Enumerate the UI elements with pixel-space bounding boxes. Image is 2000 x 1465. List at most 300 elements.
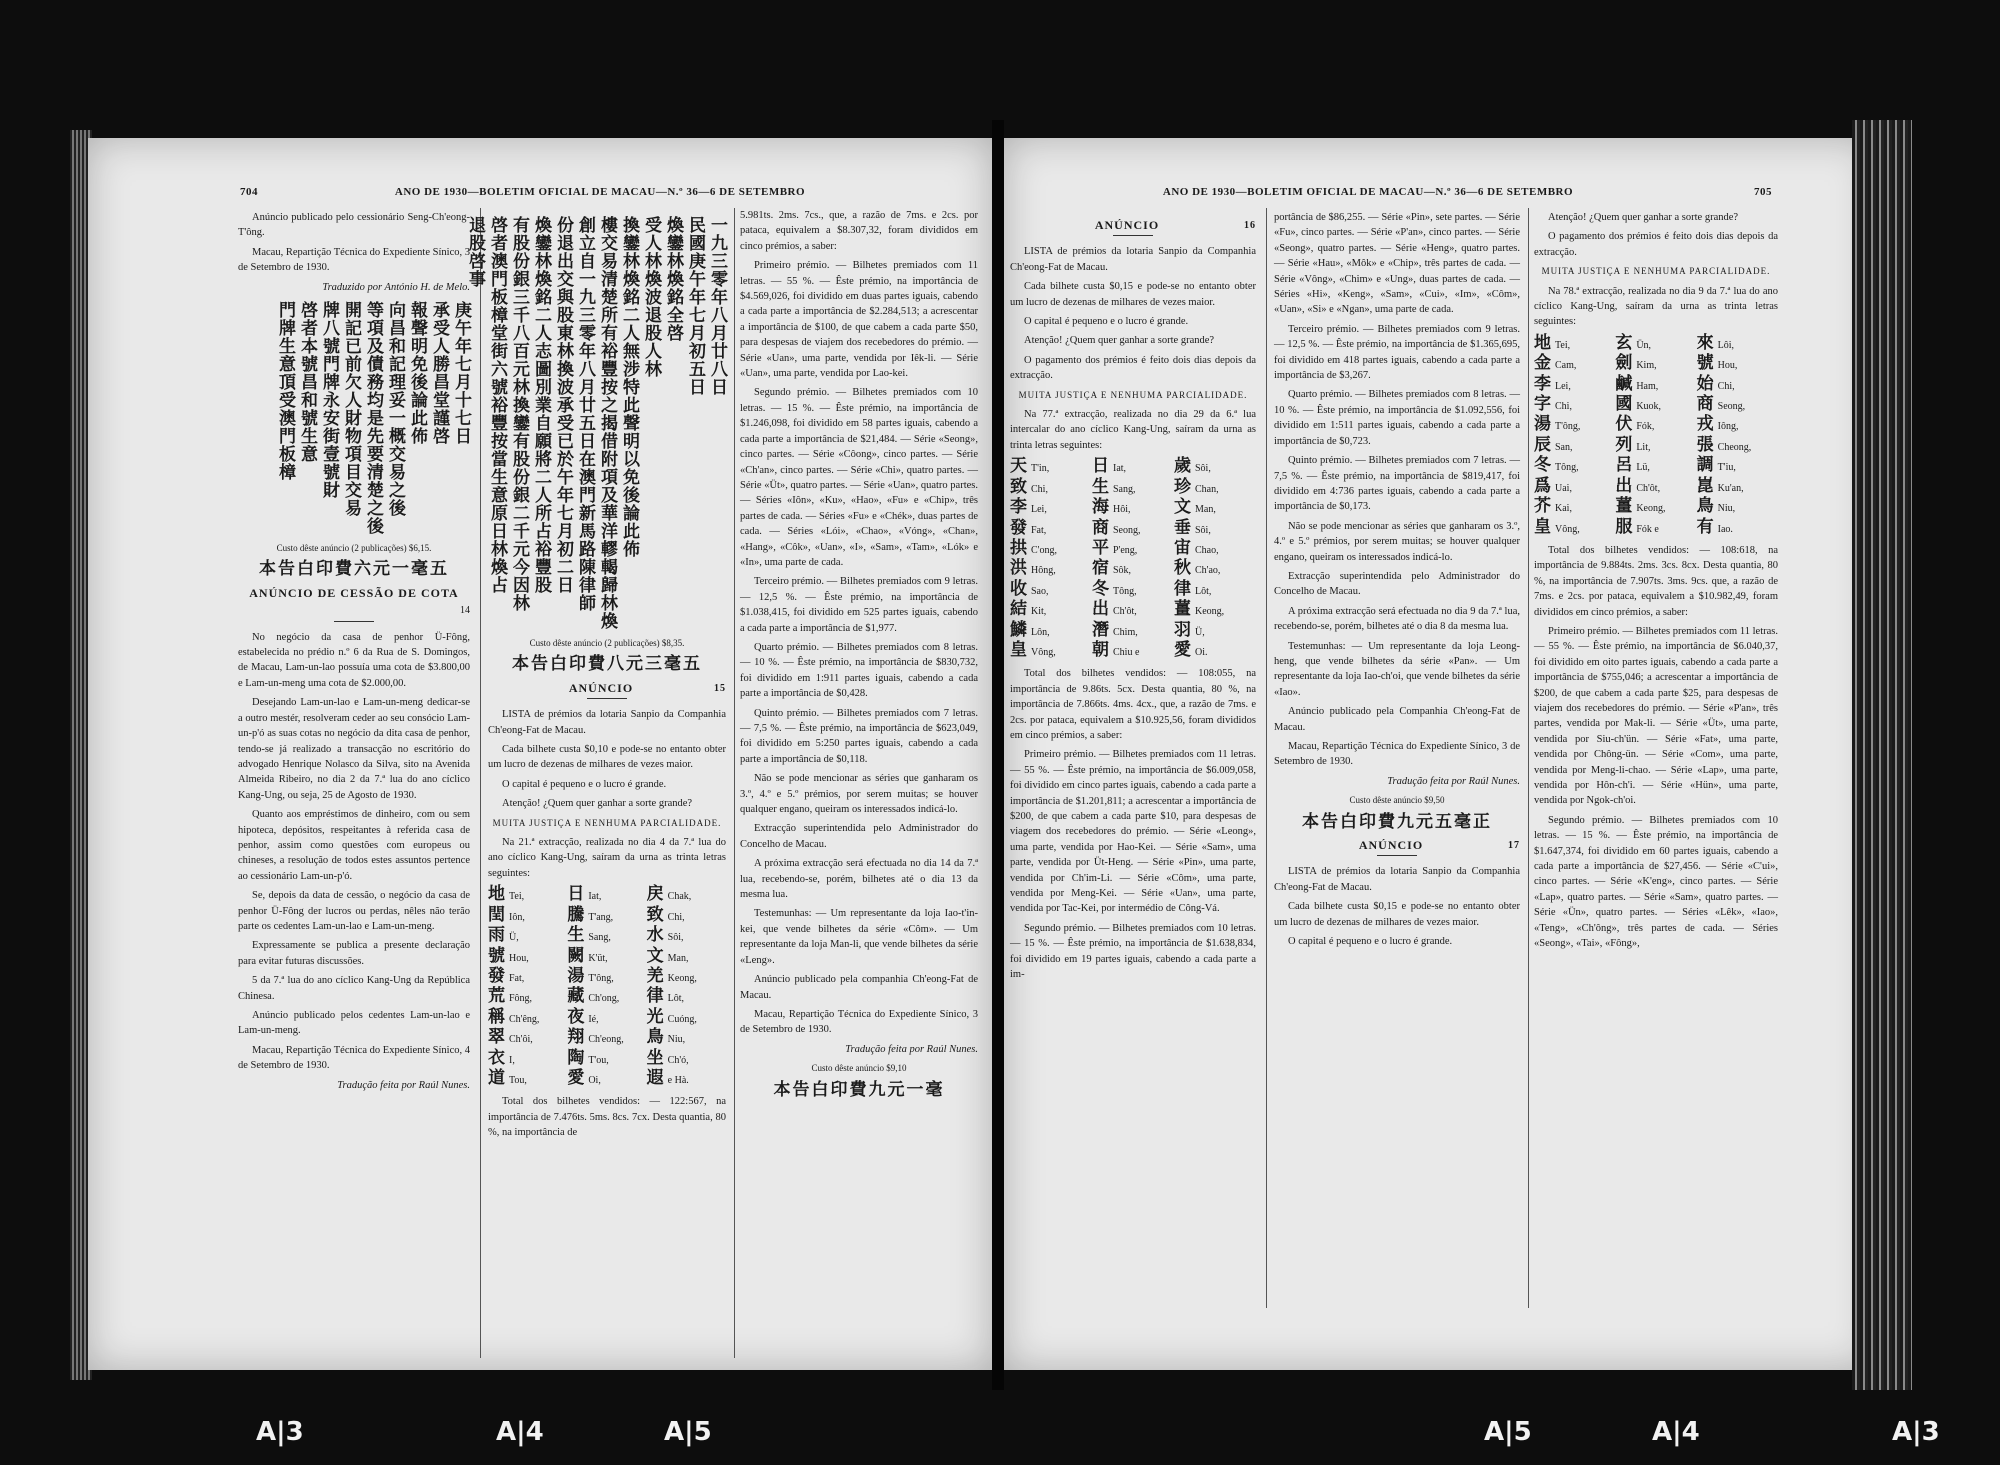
chinese-letter: 生 bbox=[567, 925, 585, 946]
chinese-letter: 地 bbox=[1534, 332, 1551, 353]
letter-entry bbox=[1615, 496, 1696, 517]
romanization: Lôt, bbox=[1195, 585, 1212, 597]
chinese-column: 承受人勝昌堂謹啓 bbox=[429, 301, 449, 446]
chinese-letter: 衣 bbox=[488, 1047, 505, 1068]
chinese-letter: 發 bbox=[1010, 517, 1027, 538]
romanization: Fók e bbox=[1636, 523, 1659, 535]
letter-entry bbox=[1092, 517, 1174, 538]
cost-stamp: 本告白印費九元一毫 bbox=[773, 1079, 945, 1100]
romanization: Chao, bbox=[1195, 544, 1219, 556]
text: Quinto prémio. — Bilhetes premiados com 7 letras. — 7,5 %. — Êste prémio, na importância de $819,417, foi dividido em 4:736 partes iguais, cabendo a cada parte a importância de $0,173. bbox=[1274, 455, 1520, 513]
chinese-letter: 始 bbox=[1696, 373, 1714, 394]
text: 5 da 7.ª lua do ano cíclico Kang-Ung da República Chinesa. bbox=[238, 975, 470, 1002]
letter-entry bbox=[1174, 476, 1256, 497]
romanization: Keong, bbox=[1195, 606, 1225, 618]
romanization: Lit, bbox=[1636, 441, 1651, 453]
letter-entry bbox=[1174, 578, 1256, 599]
text: Cada bilhete custa $0,15 e pode-se no entanto obter um lucro de dezenas de milhares de vezes maior. bbox=[1010, 281, 1256, 308]
chinese-column: 向昌和記理妥一概交易之後 bbox=[385, 301, 405, 518]
letter-entry bbox=[1534, 434, 1615, 455]
letter-entry bbox=[488, 1006, 567, 1027]
text: Não se pode mencionar as séries que ganharam os 3.º, 4.º e 5.º prémios, por serem muitas; se houver qualquer engano, queiram os interessados indicá-lo. bbox=[1274, 520, 1520, 563]
letter-entry bbox=[1092, 619, 1174, 640]
text: A próxima extracção será efectuada no dia 9 da 7.ª lua, recebendo-se, porém, bilhetes até o dia 8 da mesma lua. bbox=[1274, 605, 1520, 633]
letter-entry bbox=[1092, 558, 1174, 579]
text: LISTA de prémios da lotaria Sanpio da Companhia Ch'eong-Fat de Macau. bbox=[488, 709, 726, 736]
chinese-letter: 出 bbox=[1092, 599, 1109, 620]
letter-entry bbox=[1534, 332, 1615, 353]
chinese-letter: 收 bbox=[1010, 578, 1027, 599]
romanization: Hou, bbox=[1717, 360, 1738, 372]
romanization: Hông, bbox=[1031, 565, 1056, 577]
romanization: Vông, bbox=[1031, 646, 1056, 658]
romanization: K'üt, bbox=[588, 952, 608, 964]
text: Segundo prémio. — Bilhetes premiados com 10 letras. — 15 %. — Êste prémio, na importância de $1.246,098, foi dividido em 58 partes iguais, cabendo a cada parte a importância de $21,484. — Série «Seong», cinco partes. — Série «Côong», cinco partes. — Série «Ch'an», cinco partes. — Série «Chi», quatro partes. — Série «Üt», quatro partes. — Série «Uan», quatro partes. — Séries «Iôn», «Ku», «Hao», «Fu» e «Chip», três partes de cada. — Séries «Fu» e «Chék», duas partes de cada. — Séries «Lói», «Chao», «Vóng», «Chan», «Hang», «Côk», «Uan», «I», «Sam», «Tam», «Lók» e «In», uma parte de cada. bbox=[740, 387, 978, 568]
text: Quarto prémio. — Bilhetes premiados com 8 letras. — 10 %. — Êste prémio, na importância de $1.092,556, foi dividido em 1:511 partes iguais, cabendo a cada parte a importância de $0,723. bbox=[1274, 389, 1520, 447]
chinese-letter: 有 bbox=[1696, 516, 1714, 537]
letter-entry bbox=[1174, 558, 1256, 579]
section-title-text: ANÚNCIO bbox=[1094, 218, 1160, 232]
chinese-letter: 商 bbox=[1092, 517, 1109, 538]
romanization: Seong, bbox=[1717, 401, 1746, 413]
letter-entry bbox=[1615, 373, 1696, 394]
text: Segundo prémio. — Bilhetes premiados com 10 letras. — 15 %. — Êste prémio, na importância de $1.638,834, foi dividido em 19 partes iguais, cabendo a cada parte a im- bbox=[1010, 922, 1256, 981]
chinese-letter: 愛 bbox=[567, 1067, 585, 1088]
chinese-letter: 商 bbox=[1696, 394, 1714, 415]
text: Cada bilhete custa $0,10 e pode-se no entanto obter um lucro de dezenas de milhares de vezes maior. bbox=[488, 744, 726, 771]
letter-entry bbox=[1696, 332, 1778, 353]
romanization: Ch'ong, bbox=[588, 993, 620, 1005]
text: MUITA JUSTIÇA E NENHUMA PARCIALIDADE. bbox=[1541, 266, 1771, 277]
letter-entry bbox=[1010, 558, 1092, 579]
left-page bbox=[88, 138, 992, 1370]
text: Expressamente se publica a presente declaração para evitar futuras discussões. bbox=[238, 940, 470, 967]
chinese-letter: 文 bbox=[646, 945, 664, 966]
romanization: San, bbox=[1555, 441, 1573, 453]
letter-entry bbox=[567, 884, 646, 905]
letter-entry bbox=[1534, 516, 1615, 537]
chinese-letter: 雨 bbox=[488, 925, 505, 946]
romanization: I, bbox=[509, 1054, 515, 1066]
romanization: Ü, bbox=[509, 932, 519, 944]
chinese-letter: 薑 bbox=[1615, 496, 1633, 517]
text: O pagamento dos prémios é feito dois dias depois da extracção. bbox=[1010, 354, 1256, 382]
chinese-letter: 海 bbox=[1092, 497, 1109, 518]
chinese-letter: 遐 bbox=[646, 1067, 664, 1088]
text: Primeiro prémio. — Bilhetes premiados com 11 letras. — 55 %. — Êste prémio, na importância de $6.040,37, foi dividido em oito partes iguais, cabendo a cada parte a importância de $755,046; a acrescentar a importância de $200, de que cabem a cada parte $25, para despesas de viajem dos recebedores do prémio. — Série «P'an», três partes, vendida por Mak-li. — Série «Üt», uma parte, vendida por Siu-ch'ün. — Série «Fat», uma parte, vendida por Chông-ün. — Série «Com», uma parte, vendida por Meng-li-chao. — Série «Lap», uma parte, vendida por Hôn-ch'i. — Série «Hün», uma parte, vendida por Ngok-ch'oi. bbox=[1534, 625, 1778, 807]
chinese-column: 門牌生意頂受澳門板樟 bbox=[275, 301, 295, 482]
chinese-letter: 致 bbox=[1010, 476, 1027, 497]
romanization: Keong, bbox=[667, 972, 697, 984]
romanization: Chiu e bbox=[1113, 646, 1140, 658]
romanization: Ié, bbox=[588, 1013, 599, 1025]
romanization: Man, bbox=[1195, 504, 1216, 516]
letter-entry bbox=[1534, 496, 1615, 517]
chinese-notice bbox=[238, 301, 470, 535]
romanization: Fók, bbox=[1636, 421, 1655, 433]
chinese-letter: 崑 bbox=[1696, 475, 1714, 496]
chinese-letter: 翠 bbox=[488, 1027, 505, 1048]
romanization: T'in, bbox=[1031, 463, 1050, 475]
letter-entry bbox=[1696, 373, 1778, 394]
romanization: Chi, bbox=[1031, 483, 1048, 495]
romanization: Tông, bbox=[1113, 585, 1137, 597]
letter-entry bbox=[1615, 475, 1696, 496]
letter-entry bbox=[1615, 332, 1696, 353]
chinese-letter: 戻 bbox=[646, 884, 664, 905]
chinese-letter: 歲 bbox=[1174, 456, 1191, 477]
romanization: Ch'ôt, bbox=[1113, 606, 1137, 618]
romanization: Kim, bbox=[1636, 360, 1657, 372]
letter-entry bbox=[1174, 456, 1256, 477]
romanization: T'ang, bbox=[588, 911, 614, 923]
section-title-text: ANÚNCIO bbox=[568, 680, 634, 695]
romanization: Ch'êng, bbox=[509, 1013, 540, 1025]
romanization: Sôi, bbox=[667, 932, 684, 944]
romanization: Sôk, bbox=[1113, 565, 1132, 577]
romanization: e Hà. bbox=[667, 1074, 689, 1086]
letter-entry bbox=[1092, 537, 1174, 558]
book-gutter bbox=[992, 120, 1004, 1390]
text: Atenção! ¿Quem quer ganhar a sorte grande? bbox=[1548, 212, 1739, 223]
romanization: Iôn, bbox=[509, 911, 525, 923]
chinese-letter: 皇 bbox=[1010, 639, 1027, 660]
chinese-column: 份退出交與股東林換波承受已於午年七月初二日 bbox=[553, 216, 573, 594]
chinese-letter: 發 bbox=[488, 965, 505, 986]
letter-entry bbox=[1615, 455, 1696, 476]
chinese-letter: 薑 bbox=[1174, 599, 1191, 620]
chinese-column: 開記已前欠人財物項目交易 bbox=[341, 301, 361, 518]
romanization: Iat, bbox=[588, 891, 602, 903]
romanization: Ün, bbox=[1636, 339, 1652, 351]
text: portância de $86,255. — Série «Pin», sete partes. — Série «Fu», cinco partes. — Série «P'an», cinco partes. — Série «Seong», quatro partes. — Série «Heng», quatro partes. — Série «Hau», «Môk» e «Chip», três partes de cada. — Série «Vông», «Chim» e «Ung», duas partes de cada. — Séries «Hi», «Keng», «Sam», «Cui», «Im», «Côm», «Uan», «Si» e «Ngan», uma parte de cada. bbox=[1274, 212, 1520, 316]
chinese-letter: 張 bbox=[1696, 434, 1714, 455]
letter-entry bbox=[1010, 599, 1092, 620]
romanization: T'ou, bbox=[588, 1054, 609, 1066]
chinese-column: 庚午年七月十七日 bbox=[451, 301, 471, 446]
letter-entry bbox=[1010, 619, 1092, 640]
text: Anúncio publicado pela Companhia Ch'eong-Fat de Macau. bbox=[1274, 706, 1520, 733]
letter-entry bbox=[1696, 496, 1778, 517]
letter-entry bbox=[1615, 394, 1696, 415]
romanization: Iat, bbox=[1113, 463, 1127, 475]
text: Quanto aos empréstimos de dinheiro, com ou sem hipoteca, depósitos, respeitantes à referida casa de penhor, assim como questões com europeus ou chineses, a resolução de todos estes assuntos pertence ao cessionário Lam-un-p'ó. bbox=[238, 809, 470, 882]
letter-entry bbox=[1010, 476, 1092, 497]
chinese-letter: 律 bbox=[1174, 578, 1191, 599]
letter-entry bbox=[646, 1006, 726, 1027]
chinese-column: 牌八號門牌永安街壹號財 bbox=[319, 301, 339, 500]
chinese-letter: 劍 bbox=[1615, 353, 1633, 374]
chinese-letter: 光 bbox=[646, 1006, 664, 1027]
chinese-letter: 辰 bbox=[1534, 434, 1551, 455]
letter-entry bbox=[1092, 578, 1174, 599]
romanization: Ch'ôt, bbox=[1636, 482, 1661, 494]
chinese-letter: 結 bbox=[1010, 599, 1027, 620]
left-col-3 bbox=[740, 208, 978, 1104]
chinese-letter: 芥 bbox=[1534, 496, 1551, 517]
letter-entry bbox=[567, 986, 646, 1007]
right-running-head bbox=[1004, 186, 1872, 206]
letter-entry bbox=[567, 904, 646, 925]
chinese-letter: 垂 bbox=[1174, 517, 1191, 538]
chinese-letter: 玄 bbox=[1615, 332, 1633, 353]
letter-entry bbox=[1696, 434, 1778, 455]
romanization: Oi. bbox=[1195, 646, 1208, 658]
chinese-letter: 調 bbox=[1696, 455, 1714, 476]
text: MUITA JUSTIÇA E NENHUMA PARCIALIDADE. bbox=[492, 817, 722, 828]
chinese-letter: 拱 bbox=[1010, 537, 1027, 558]
text: 5.981ts. 2ms. 7cs., que, a razão de 7ms. e 2cs. por pataca, equivalem a $8.307,32, foram divididos em cinco prémios, a saber: bbox=[740, 210, 978, 252]
romanization: Tou, bbox=[509, 1074, 527, 1086]
letter-entry bbox=[1534, 394, 1615, 415]
chinese-letter: 地 bbox=[488, 884, 505, 905]
letter-entry bbox=[646, 904, 726, 925]
chinese-letter: 皇 bbox=[1534, 516, 1551, 537]
chinese-letter: 鹹 bbox=[1615, 373, 1633, 394]
chinese-letter: 生 bbox=[1092, 476, 1109, 497]
chinese-letter: 號 bbox=[1696, 353, 1714, 374]
letter-entry bbox=[488, 1067, 567, 1088]
chinese-letter: 律 bbox=[646, 986, 664, 1007]
chinese-letter: 日 bbox=[567, 884, 585, 905]
text: O pagamento dos prémios é feito dois dias depois da extracção. bbox=[1534, 231, 1778, 258]
section-title bbox=[488, 681, 726, 696]
chinese-letter: 李 bbox=[1534, 373, 1551, 394]
romanization: Chim, bbox=[1113, 626, 1138, 638]
letter-entry bbox=[1615, 414, 1696, 435]
text: Testemunhas: — Um representante da loja Leong-heng, que vende bilhetes da série «Pan». — Um representante da loja Iao-ch'oi, que vende bilhetes da série «Iao». bbox=[1274, 640, 1520, 698]
left-page-number: 704 bbox=[240, 186, 258, 198]
letter-entry bbox=[1174, 537, 1256, 558]
letter-entry bbox=[1615, 353, 1696, 374]
romanization: Fat, bbox=[1031, 524, 1047, 536]
column-rule bbox=[1266, 208, 1267, 1308]
romanization: P'eng, bbox=[1113, 544, 1138, 556]
romanization: C'ong, bbox=[1031, 544, 1057, 556]
chinese-letter: 宙 bbox=[1174, 537, 1191, 558]
letter-entry bbox=[1534, 373, 1615, 394]
romanization: Chi, bbox=[667, 911, 685, 923]
section-title-text: ANÚNCIO bbox=[1358, 838, 1424, 853]
text: Na 77.ª extracção, realizada no dia 29 da 6.ª lua intercalar do ano cíclico Kang-Ung, saíram da urna as trinta letras seguintes: bbox=[1010, 409, 1256, 451]
section-number: 14 bbox=[460, 605, 470, 617]
chinese-column: 樓交易清楚所有裕豐按之揭借附項及華洋轇輵歸林煥 bbox=[597, 216, 617, 630]
text: Total dos bilhetes vendidos: — 122:567, na importância de 7.476ts. 5ms. 8cs. 7cx. Desta quantia, 80 %, na importância de bbox=[488, 1096, 726, 1139]
chinese-letter: 金 bbox=[1534, 353, 1551, 374]
text: Extracção superintendida pelo Administrador do Concelho de Macau. bbox=[1274, 570, 1520, 598]
letter-entry bbox=[1174, 639, 1256, 660]
chinese-letter: 李 bbox=[1010, 497, 1027, 518]
letter-entry bbox=[1174, 599, 1256, 620]
letter-entry bbox=[567, 1047, 646, 1068]
letter-entry bbox=[567, 1027, 646, 1048]
chinese-letter: 騰 bbox=[567, 904, 585, 925]
romanization: Keong, bbox=[1636, 503, 1666, 515]
chinese-letter: 羽 bbox=[1174, 619, 1191, 640]
romanization: Kuok, bbox=[1636, 401, 1662, 413]
chinese-column: 受人林煥波退股人林 bbox=[641, 216, 661, 378]
letter-entry bbox=[1534, 475, 1615, 496]
romanization: Tông, bbox=[1555, 462, 1579, 474]
romanization: Man, bbox=[667, 952, 689, 964]
romanization: Vông, bbox=[1555, 523, 1580, 535]
letter-entry bbox=[1010, 639, 1092, 660]
letter-entry bbox=[1174, 517, 1256, 538]
text: Testemunhas: — Um representante da loja Iao-t'in-kei, que vende bilhetes da série «Côm». — Um representante da loja Man-li, que vende bilhetes da série «Leng». bbox=[740, 908, 978, 966]
romanization: Fông, bbox=[509, 993, 533, 1005]
film-mark: A|3 bbox=[1892, 1417, 1940, 1447]
chinese-column: 退股啓事 bbox=[465, 216, 485, 288]
text: Desejando Lam-un-lao e Lam-un-meng dedicar-se a outro mestér, resolveram ceder ao seu consócio Lam-un-p'ó as suas cotas no negócio da dita casa de penhor, tendo-se já realizado a transacção no escritório do advogado Henrique Nolasco da Silva, sito na Avenida Almeida Ribeiro, no dia 2 da 7.ª lua do ano cíclico Kang-Ung, ou seja, 25 de Agosto de 1930. bbox=[238, 697, 470, 801]
text: Quinto prémio. — Bilhetes premiados com 7 letras. — 7,5 %. — Êste prémio, na importância de $623,049, foi dividido em 5:250 partes iguais, cabendo a cada parte a importância de $0,118. bbox=[740, 707, 978, 765]
letter-entry bbox=[1534, 455, 1615, 476]
chinese-letter: 湯 bbox=[1534, 414, 1551, 435]
chinese-letter: 列 bbox=[1615, 434, 1633, 455]
chinese-letter: 荒 bbox=[488, 986, 505, 1007]
divider bbox=[334, 621, 374, 622]
signature: Traduzido por António H. de Melo. bbox=[322, 281, 470, 293]
letter-entry bbox=[1174, 497, 1256, 518]
romanization: Sang, bbox=[588, 932, 611, 944]
text: Macau, Repartição Técnica do Expediente Sínico, 3 de Setembro de 1930. bbox=[740, 1008, 978, 1036]
romanization: Chak, bbox=[667, 891, 692, 903]
chinese-letter: 平 bbox=[1092, 537, 1109, 558]
section-number: 17 bbox=[1508, 840, 1520, 852]
chinese-column: 報聲明免後論此佈 bbox=[407, 301, 427, 446]
romanization: Hou, bbox=[509, 952, 529, 964]
chinese-letter: 出 bbox=[1615, 475, 1633, 496]
chinese-letter: 鱗 bbox=[1010, 619, 1027, 640]
text: Quarto prémio. — Bilhetes premiados com 8 letras. — 10 %. — Êste prémio, na importância de $830,732, foi dividido em 1:911 partes iguais, cabendo a cada parte a importância de $0,428. bbox=[740, 641, 978, 700]
romanization: Niu, bbox=[667, 1034, 686, 1046]
text: Atenção! ¿Quem quer ganhar a sorte grande? bbox=[1024, 335, 1215, 347]
romanization: Tei, bbox=[509, 891, 525, 903]
chinese-letter: 宿 bbox=[1092, 558, 1109, 579]
section-title bbox=[1010, 218, 1256, 233]
cost-note: Custo dêste anúncio $9,50 bbox=[1349, 795, 1445, 806]
letter-entry bbox=[646, 1067, 726, 1088]
letter-entry bbox=[646, 925, 726, 946]
right-header-title: ANO DE 1930—BOLETIM OFICIAL DE MACAU—N.º 36—6 DE SETEMBRO bbox=[1162, 186, 1574, 198]
text: Macau, Repartição Técnica do Expediente Sínico, 3 de Setembro de 1930. bbox=[238, 246, 470, 274]
chinese-letter: 字 bbox=[1534, 394, 1551, 415]
chinese-column: 等項及債務均是先要清楚之後 bbox=[363, 301, 383, 536]
chinese-letter: 湯 bbox=[567, 965, 585, 986]
chinese-letter: 服 bbox=[1615, 516, 1633, 537]
letter-entry bbox=[1696, 394, 1778, 415]
romanization: Lü, bbox=[1636, 462, 1650, 474]
romanization: Ch'ôi, bbox=[509, 1034, 533, 1046]
letter-entry bbox=[1010, 578, 1092, 599]
romanization: Chi, bbox=[1555, 401, 1572, 413]
romanization: Sang, bbox=[1113, 483, 1136, 495]
text: Macau, Repartição Técnica do Expediente Sínico, 3 de Setembro de 1930. bbox=[1274, 741, 1520, 768]
letter-entry bbox=[1696, 455, 1778, 476]
chinese-letter: 致 bbox=[646, 904, 664, 925]
chinese-letter: 夜 bbox=[567, 1006, 585, 1027]
section-title bbox=[238, 586, 470, 601]
section-title-text: ANÚNCIO DE CESSÃO DE COTA bbox=[249, 585, 459, 600]
section-number: 15 bbox=[714, 682, 726, 694]
romanization: Ch'eong, bbox=[588, 1034, 624, 1046]
chinese-letter: 冬 bbox=[1092, 578, 1109, 599]
book-spine-right bbox=[1852, 120, 1912, 1390]
chinese-letter: 藏 bbox=[567, 986, 585, 1007]
film-mark: A|5 bbox=[1484, 1417, 1532, 1447]
text: Anúncio publicado pelos cedentes Lam-un-lao e Lam-un-meng. bbox=[238, 1010, 470, 1037]
letter-entry bbox=[1534, 353, 1615, 374]
signature: Tradução feita por Raúl Nunes. bbox=[337, 1079, 470, 1091]
film-mark: A|5 bbox=[664, 1417, 712, 1447]
column-rule bbox=[734, 208, 735, 1358]
romanization: Chi, bbox=[1717, 380, 1735, 392]
chinese-letter: 道 bbox=[488, 1067, 505, 1088]
letters-grid bbox=[1534, 332, 1778, 537]
letter-entry bbox=[567, 965, 646, 986]
text: Anúncio publicado pela companhia Ch'eong-Fat de Macau. bbox=[740, 974, 978, 1001]
letters-grid bbox=[1010, 456, 1256, 660]
divider bbox=[587, 698, 627, 699]
signature: Tradução feita por Raúl Nunes. bbox=[1387, 775, 1520, 787]
left-col-1 bbox=[238, 210, 470, 1097]
letter-entry bbox=[1092, 476, 1174, 497]
romanization: Hôi, bbox=[1113, 504, 1131, 516]
text: Terceiro prémio. — Bilhetes premiados com 9 letras. — 12,5 %. — Êste prémio, na importância de $1.365,695, foi dividido em 418 partes iguais, cabendo a cada parte a importância de $3,267. bbox=[1274, 323, 1520, 382]
section-title bbox=[1274, 838, 1520, 853]
chinese-letter: 翔 bbox=[567, 1027, 585, 1048]
letter-entry bbox=[488, 884, 567, 905]
chinese-letter: 愛 bbox=[1174, 639, 1191, 660]
chinese-column: 換鑾林煥銘二人無涉特此聲明以免後論此佈 bbox=[619, 216, 639, 558]
left-header-title: ANO DE 1930—BOLETIM OFICIAL DE MACAU—N.º 36—6 DE SETEMBRO bbox=[394, 186, 806, 198]
cost-note: Custo dêste anúncio (2 publicações) $6,15. bbox=[276, 543, 432, 554]
chinese-letter: 朝 bbox=[1092, 639, 1109, 660]
romanization: Cheong, bbox=[1717, 441, 1752, 453]
letter-entry bbox=[1696, 516, 1778, 537]
letter-entry bbox=[567, 1006, 646, 1027]
cost-note: Custo dêste anúncio $9,10 bbox=[811, 1063, 907, 1074]
romanization: Lôt, bbox=[667, 993, 685, 1005]
romanization: Ch'ao, bbox=[1195, 565, 1221, 577]
romanization: Sôi, bbox=[1195, 524, 1211, 536]
chinese-letter: 閏 bbox=[488, 904, 505, 925]
letter-entry bbox=[488, 1047, 567, 1068]
right-page-number: 705 bbox=[1754, 186, 1772, 198]
chinese-letter: 冬 bbox=[1534, 455, 1551, 476]
right-col-2 bbox=[1274, 210, 1520, 953]
letter-entry bbox=[646, 1047, 726, 1068]
chinese-letter: 鳥 bbox=[1696, 496, 1714, 517]
film-mark: A|4 bbox=[1652, 1417, 1700, 1447]
letter-entry bbox=[1092, 639, 1174, 660]
text: Se, depois da data de cessão, o negócio da casa de penhor Ü-Fông der lucros ou perdas, nêles não terão parte os cedentes Lam-un-lao e Lam-un-meng. bbox=[238, 890, 470, 932]
romanization: T'iu, bbox=[1717, 462, 1736, 474]
romanization: Ku'an, bbox=[1717, 482, 1744, 494]
romanization: Cam, bbox=[1555, 360, 1577, 372]
romanization: Fat, bbox=[509, 972, 525, 984]
letter-entry bbox=[1092, 497, 1174, 518]
romanization: Iao. bbox=[1717, 523, 1733, 535]
letter-entry bbox=[646, 986, 726, 1007]
letter-entry bbox=[646, 1027, 726, 1048]
romanization: Cuóng, bbox=[667, 1013, 697, 1025]
left-running-head bbox=[88, 186, 992, 206]
letter-entry bbox=[1615, 516, 1696, 537]
letter-entry bbox=[646, 965, 726, 986]
text: No negócio da casa de penhor Ü-Fông, estabelecida no prédio n.º 6 da Rua de S. Domingos, de Macau, Lam-un-lao possuía uma cota de $3.800,00 e Lam-un-meng uma cota de $2.000,00. bbox=[238, 631, 470, 689]
romanization: Lôi, bbox=[1717, 339, 1735, 351]
romanization: Lôn, bbox=[1031, 626, 1050, 638]
